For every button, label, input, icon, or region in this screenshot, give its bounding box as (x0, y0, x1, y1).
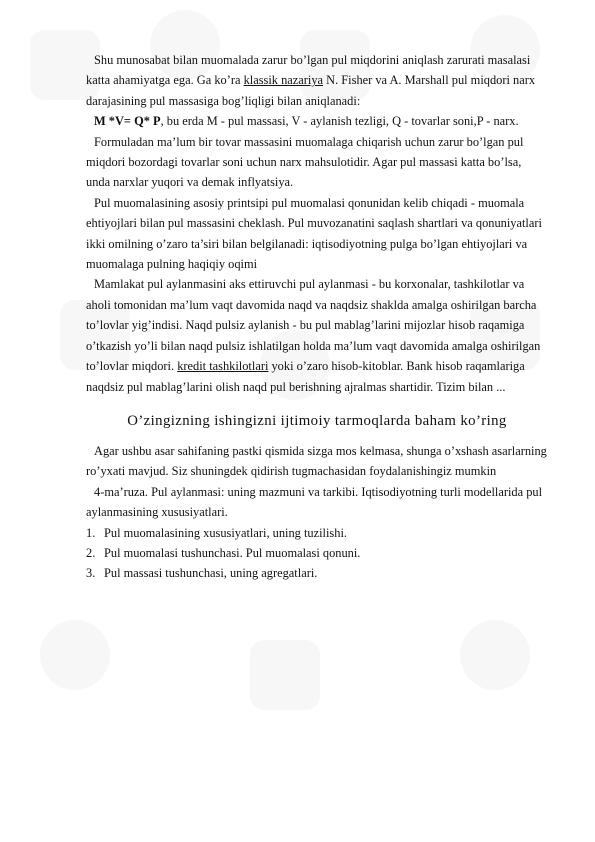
list-item: 3. Pul massasi tushunchasi, uning agregatlari. (86, 566, 318, 581)
list-item: 1. Pul muomalasining xususiyatlari, uning tuzilishi. (86, 525, 347, 540)
paragraph-formula: M *V= Q* P, bu erda M - pul massasi, V - aylanish tezligi, Q - tovarlar soni,P - narx. (94, 114, 519, 129)
watermark-shape (460, 620, 530, 690)
paragraph-3: Formuladan ma’lum bir tovar massasini muomalaga chiqarish uchun zarur bo’lgan pul miqdori bozordagi tovarlar soni uchun narx mahsulotidir. Agar pul massasi katta bo’lsa, unda narxlar yuqori va demak inflyatsiya. (86, 134, 524, 190)
document-body (86, 50, 548, 584)
paragraph-1: Shu munosabat bilan muomalada zarur bo’lgan pul miqdorini aniqlash zarurati masalasi katta ahamiyatga ega. Ga ko’ra klassik nazariya N. Fisher va A. Marshall pul miqdori narx darajasining pul massasiga bog’liqligi bilan aniqlanadi: (86, 53, 536, 108)
paragraph-4: Pul muomalasining asosiy printsipi pul muomalasi qonunidan kelib chiqadi - muomala ehtiyojlari bilan pul massasini cheklash. Pul muvozanatini saqlash shartlari va qonuniyatlari ikki omilning o’zaro ta’siri bilan belgilanadi: iqtisodiyotning pulga bo’lgan ehtiyojlari va muomalaga pulning haqiqiy oqimi (86, 195, 542, 272)
link-kredit-tashkilotlari[interactable]: kredit tashkilotlari (177, 359, 269, 374)
formula: M *V= Q* P (94, 114, 161, 129)
watermark-shape (40, 620, 110, 690)
lecture-outline-list (86, 523, 548, 584)
watermark-shape (250, 640, 320, 710)
paragraph-similar-works: Agar ushbu asar sahifaning pastki qismida sizga mos kelmasa, shunga o’xshash asarlarning ro’yxati mavjud. Siz shuningdek qidirish tugmachasidan foydalanishingiz mumkin (86, 443, 547, 479)
share-heading: O’zingizning ishingizni ijtimoiy tarmoqlarda baham ko’ring (127, 412, 507, 429)
list-item: 2. Pul muomalasi tushunchasi. Pul muomalasi qonuni. (86, 545, 361, 560)
link-klassik-nazariya[interactable]: klassik nazariya (243, 73, 324, 88)
paragraph-lecture-title: 4-ma’ruza. Pul aylanmasi: uning mazmuni va tarkibi. Iqtisodiyotning turli modellarida pul aylanmasining xususiyatlari. (86, 484, 543, 520)
paragraph-5: Mamlakat pul aylanmasini aks ettiruvchi pul aylanmasi - bu korxonalar, tashkilotlar va aholi tomonidan ma’lum vaqt davomida naqd va naqdsiz shaklda amalga oshirilgan barcha to’lovlar yig’indisi. Naqd pulsiz aylanish - bu pul mablag’larini mijozlar hisob raqamiga o’tkazish yo’li bilan naqd pulsiz ishlatilgan holda ma’lum vaqt davomida amalga oshirilgan to’lovlar miqdori. kredit tashkilotlari yoki o’zaro hisob-kitoblar. Bank hisob raqamlariga naqdsiz pul mablag’larini olish naqd pul berishning ajralmas shartidir. Tizim bilan ... (86, 277, 541, 394)
